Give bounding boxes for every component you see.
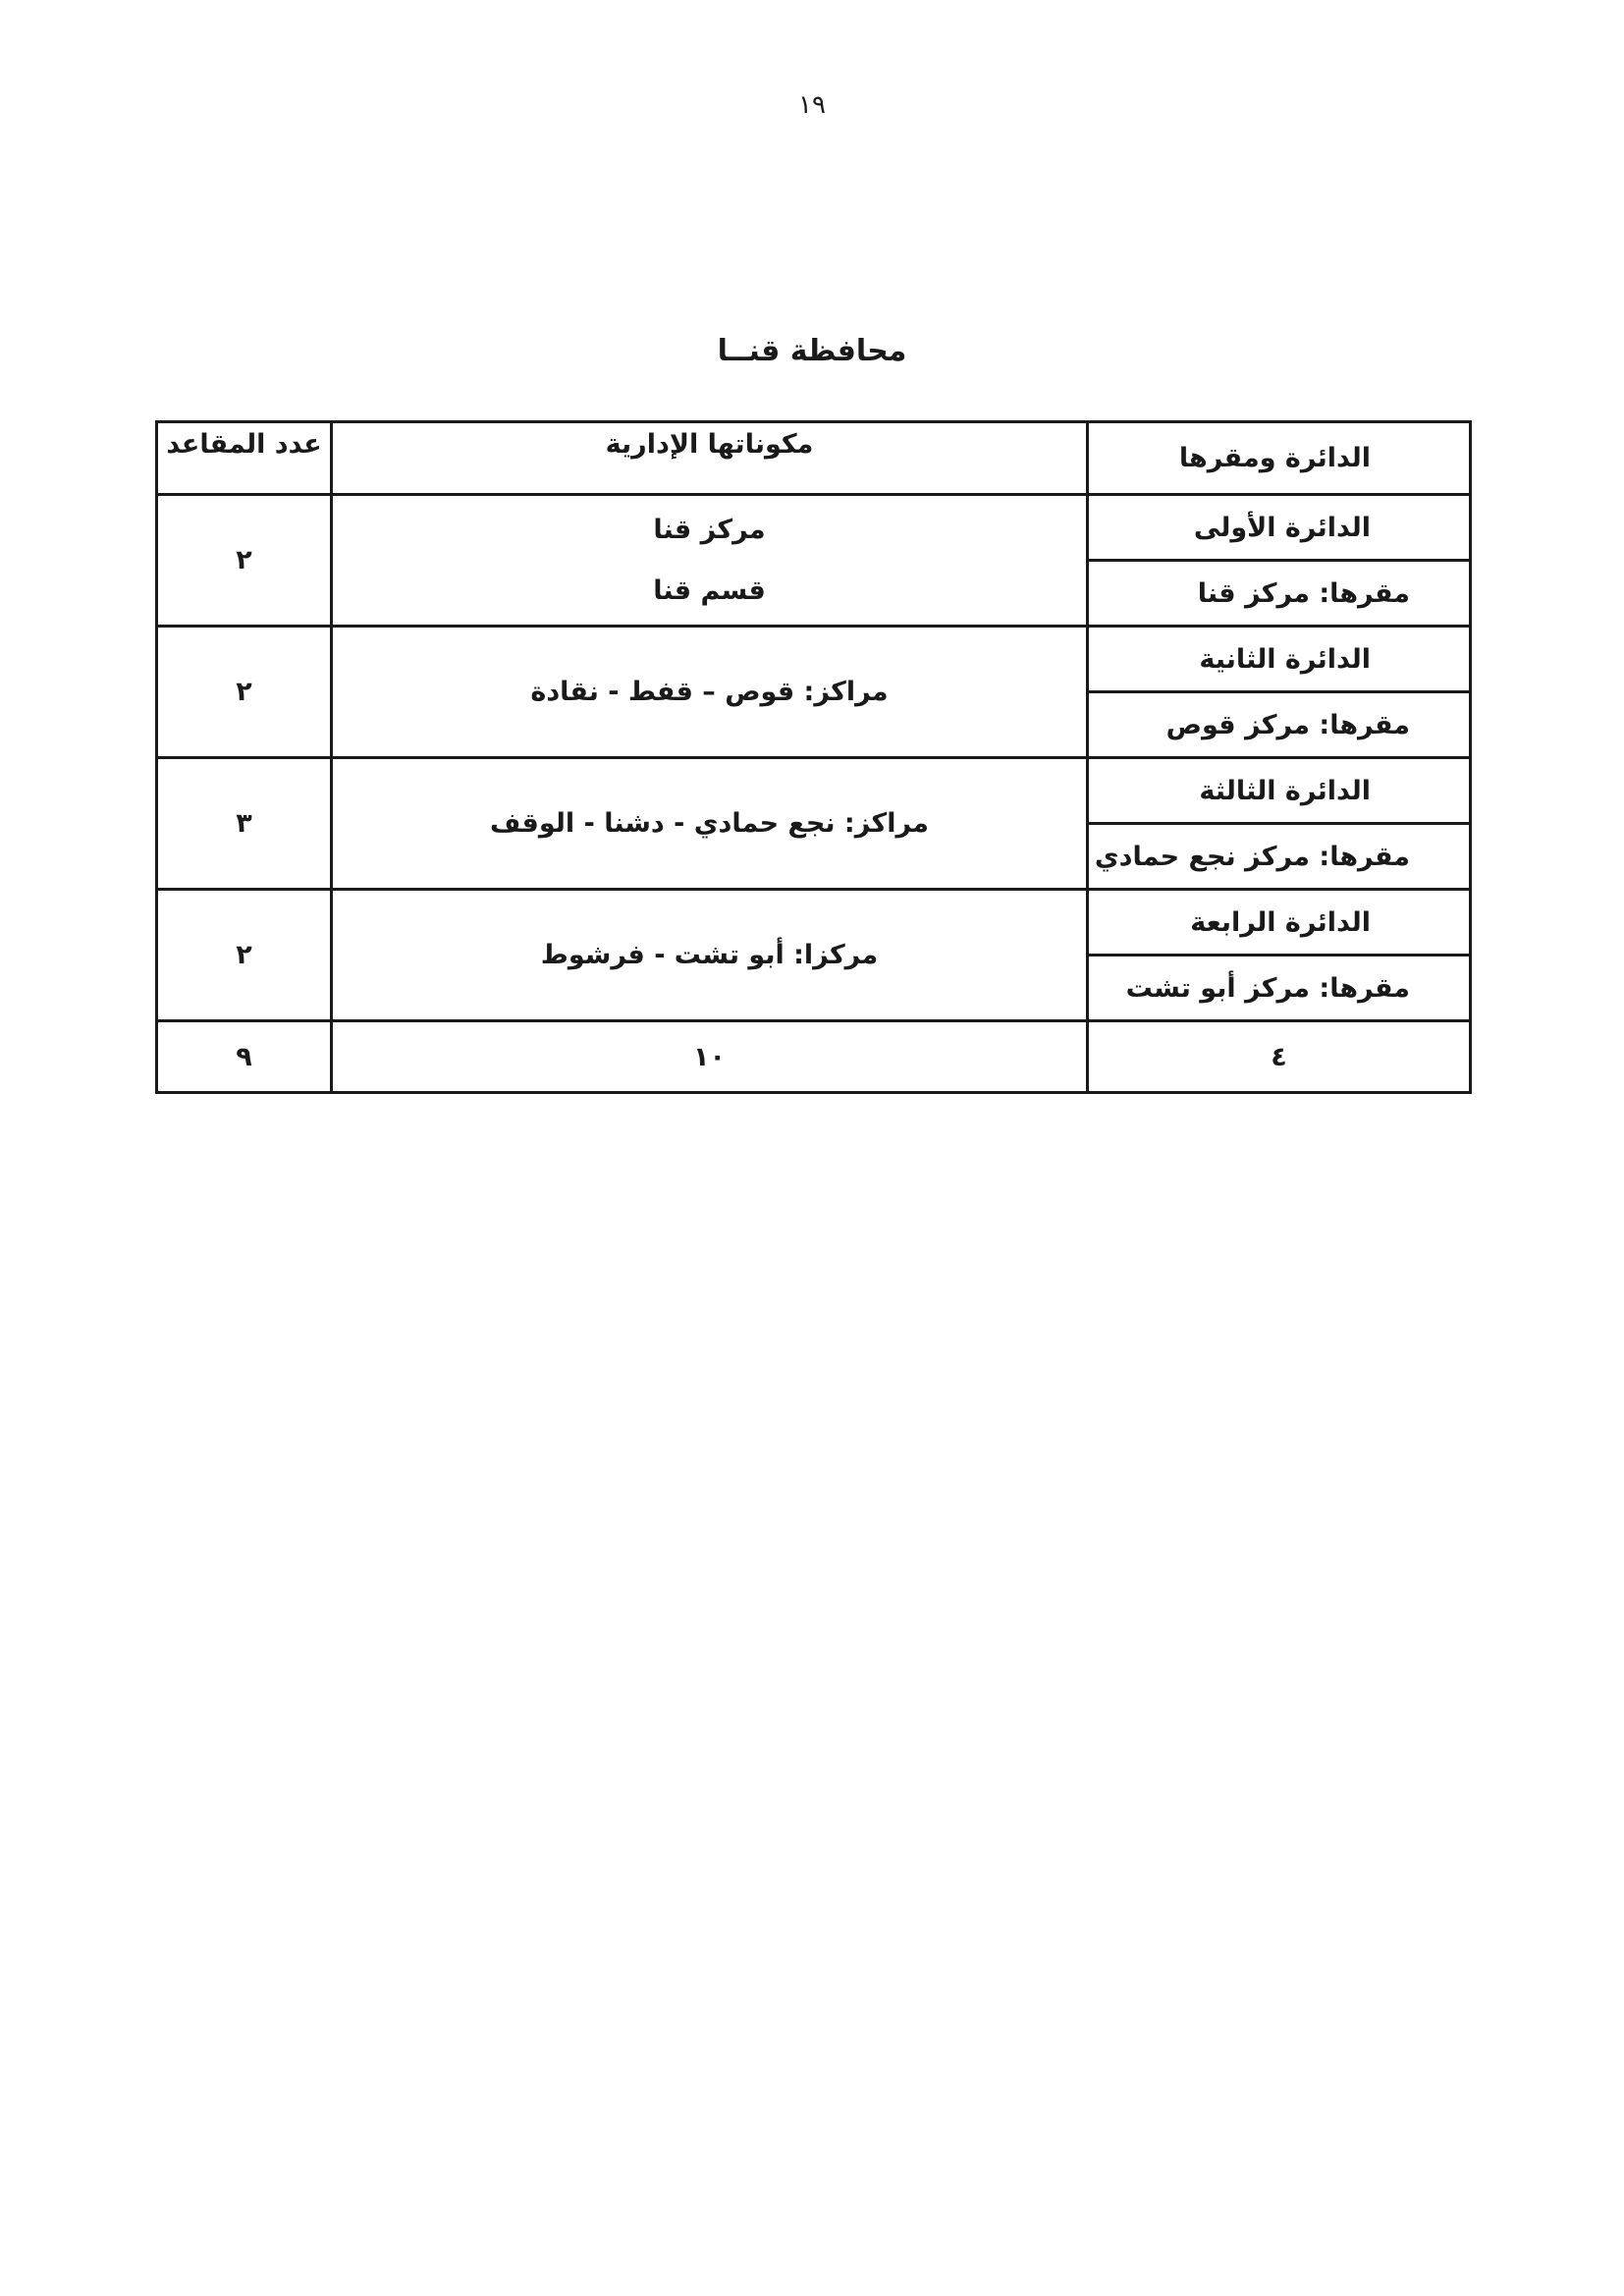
district-seats: ٢: [157, 890, 332, 1021]
table-row: [157, 890, 1471, 956]
table-row: [157, 758, 1471, 824]
district-components: مركزا: أبو تشت - فرشوط: [332, 890, 1088, 1021]
component-item: قسم قنا: [653, 574, 766, 606]
table-row: [157, 627, 1471, 692]
header-components: مكوناتها الإدارية: [332, 422, 1088, 495]
district-components: [332, 495, 1088, 627]
district-seats: ٣: [157, 758, 332, 890]
total-seats: ٩: [157, 1021, 332, 1093]
district-name: الدائرة الثانية: [1088, 627, 1471, 692]
district-seat: مقرها: مركز أبو تشت: [1088, 956, 1471, 1021]
total-components: ١٠: [332, 1021, 1088, 1093]
district-seats: ٢: [157, 627, 332, 758]
district-seats: ٢: [157, 495, 332, 627]
district-seat: مقرها: مركز قوص: [1088, 692, 1471, 758]
district-seat: مقرها: مركز قنا: [1088, 561, 1471, 627]
district-seat: مقرها: مركز نجع حمادي: [1088, 824, 1471, 890]
totals-row: [157, 1021, 1471, 1093]
district-components: مراكز: قوص – قفط - نقادة: [332, 627, 1088, 758]
district-name: الدائرة الأولى: [1088, 495, 1471, 561]
district-name: الدائرة الثالثة: [1088, 758, 1471, 824]
table-header-row: [157, 422, 1471, 495]
districts-table: [155, 420, 1472, 1094]
page-number: ١٩: [798, 90, 826, 120]
total-districts: ٤: [1088, 1021, 1471, 1093]
component-item: مركز قنا: [653, 514, 766, 545]
district-name: الدائرة الرابعة: [1088, 890, 1471, 956]
header-district: الدائرة ومقرها: [1088, 422, 1471, 495]
district-components: مراكز: نجع حمادي - دشنا - الوقف: [332, 758, 1088, 890]
page-title: محافظة قنــا: [717, 334, 907, 368]
table-row: [157, 495, 1471, 561]
header-seats: عدد المقاعد: [157, 422, 332, 495]
